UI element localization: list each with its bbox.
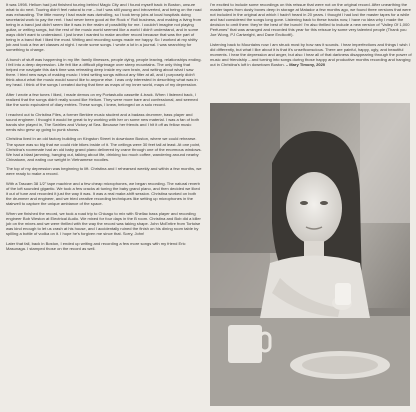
right-text-column	[210, 2, 413, 72]
paragraph: A bunch of stuff was happening in my life: family illnesses, people dying, people leaving, relationships ending. I fell into a deep depression. Life felt like a difficult pilgrimage over steep mountains. The only thing that helped me navigate this dark time was retreating deep inside my own brain, and writing about what I saw there. I tried new ways of making music: I tried writing songs without any filter at all, and I purposely didn't think about what the music would sound like to anyone else. I was only interested in describing what was in my head. I think of the songs I created during that time as maps of my inner world, maps of my depression.	[6, 57, 202, 88]
paragraph: I reached out to Christina Files, a former Berklee music student and a badass drummer, bass player and sound engineer. I thought it would be great to try working with her on some new material. I was a fan of both bands she played in, The Swirlies and Victory at Sea. Because her friends and I hit it off as fellow music nerds who grew up going to punk shows.	[6, 111, 200, 132]
paragraph: After I wrote a few tunes I liked, I made demos on my Portastudio cassette 4-track. When I listened back, I realized that the songs didn't really sound like Helium. They were more bare and confessional, and seemed like the sonic equivalent of diary entries. These songs, I knew, belonged on a solo record.	[6, 91, 198, 108]
paragraph-text: Listening back to Mountains now I am struck most by how raw it sounds. I hear imperfections and things I wish I did differently, but what I like about it is that it's unselfconscious. There are painful, happy, ugly, and beautiful moments. I hear the depression and anger, but also I hear all of that darkness disappearing through the power of music and friendship – and turning into songs during those happy and productive months recording and hanging out in Christina's loft in downtown Boston.	[210, 41, 412, 68]
paragraph: With a Tascam 38 1/2" tape machine and a few cheap microphones, we began recording. The natural reverb of the loft sounded gigantic. We took a few cracks at tuning the baby grand piano, and then decided we liked it out of tune and recorded it just the way it was. It was a real make-shift session. Christina worked on both the drummer and engineer, and we tried creative recording techniques like setting up microphones in the stairwell to capture the unique ambiance of the space.	[6, 180, 200, 207]
left-text-column	[6, 2, 202, 255]
paragraph: Christina lived in an old factory building on Kingston Street in downtown Boston, where we could rehearse. The space was so big that we could ride bikes inside of it. The ceilings were 30 feet tall at least. At one point, Christina's roommate had an old baby grand piano delivered by crane through one of the enormous windows. We had a blast jamming, hanging out, talking about life, drinking too much coffee, wandering around nearby Chinatown, and eating our weight in Vietnamese noodles.	[6, 136, 202, 162]
paragraph: Later that fall, back in Boston, I ended up writing and recording a few more songs with my friend Eric Masunaga. I stamped those on the record as well.	[6, 240, 186, 251]
portrait-photo	[210, 103, 410, 406]
paragraph: I'm excited to include some recordings on this reissue that were not on the original record. After unearthing the master tapes from dusty boxes deep in storage at Matador a few months ago, we found three versions that were not included in the original and which I hadn't heard in 20 years. I thought I had lost the master tapes for a while and had considered the songs long gone. Listening back to these tracks now, I have no idea why I made the decision to omit them: they're the best of the bunch! I'm also thrilled to include a new version of "Valley Of 1,000 Perfumes" that was arranged and recorded this year for this reissue by some very talented people (Thank you Joe Wong, PJ Cartwright, and Dave Endicott!).	[210, 2, 411, 38]
paragraph: It was 1998. Helium had just finished touring behind Magic City and I found myself back in Boston, unsure what to do next. Touring didn't feel natural to me – but I was still young and introverted, and being on the road was exhausting. The little money I had made was dwindling, so I took temp jobs at local hospitals doing secretarial work to pay the rent. I had never been good at the Rock n' Roll business, and making a living from being in a band just didn't seem like it was in the realm of possibility for me. I couldn't imagine not playing guitar, or writing songs, but the rest of the music world seemed like a world I didn't understand, and in some ways didn't want to understand. I just knew I wanted to make another record because that was the part of being in a band that I liked the most. Writing and recording songs made me happy. So I worked at my shitty job and took a few art classes at night. I wrote some songs. I wrote a lot in a journal. I was searching for something to change.	[6, 2, 202, 53]
portrait-photo-illustration	[210, 103, 410, 406]
paragraph	[210, 42, 413, 67]
paragraph: The top of my depression was beginning to lift. Christina and I rehearsed weekly and within a few months, we were ready to make a record.	[6, 166, 202, 177]
signature: – Mary Timony, 2020	[285, 62, 326, 68]
paragraph: When we finished the record, we took a road trip to Chicago to mix with Shellac bass player and recording engineer Bob Weston at Electrical Audio. We mixed for four days in the B room. Christina and Bob did a killer job on the mixes and we were thrilled with the way the record was taking shape. John McEntire from Tortoise was kind enough to let us crash at his house, and I accidentally ruined the finish on his dining room table by spilling a bottle of vodka on it. I hope he's forgiven me since that. Sorry, John!	[6, 210, 201, 236]
